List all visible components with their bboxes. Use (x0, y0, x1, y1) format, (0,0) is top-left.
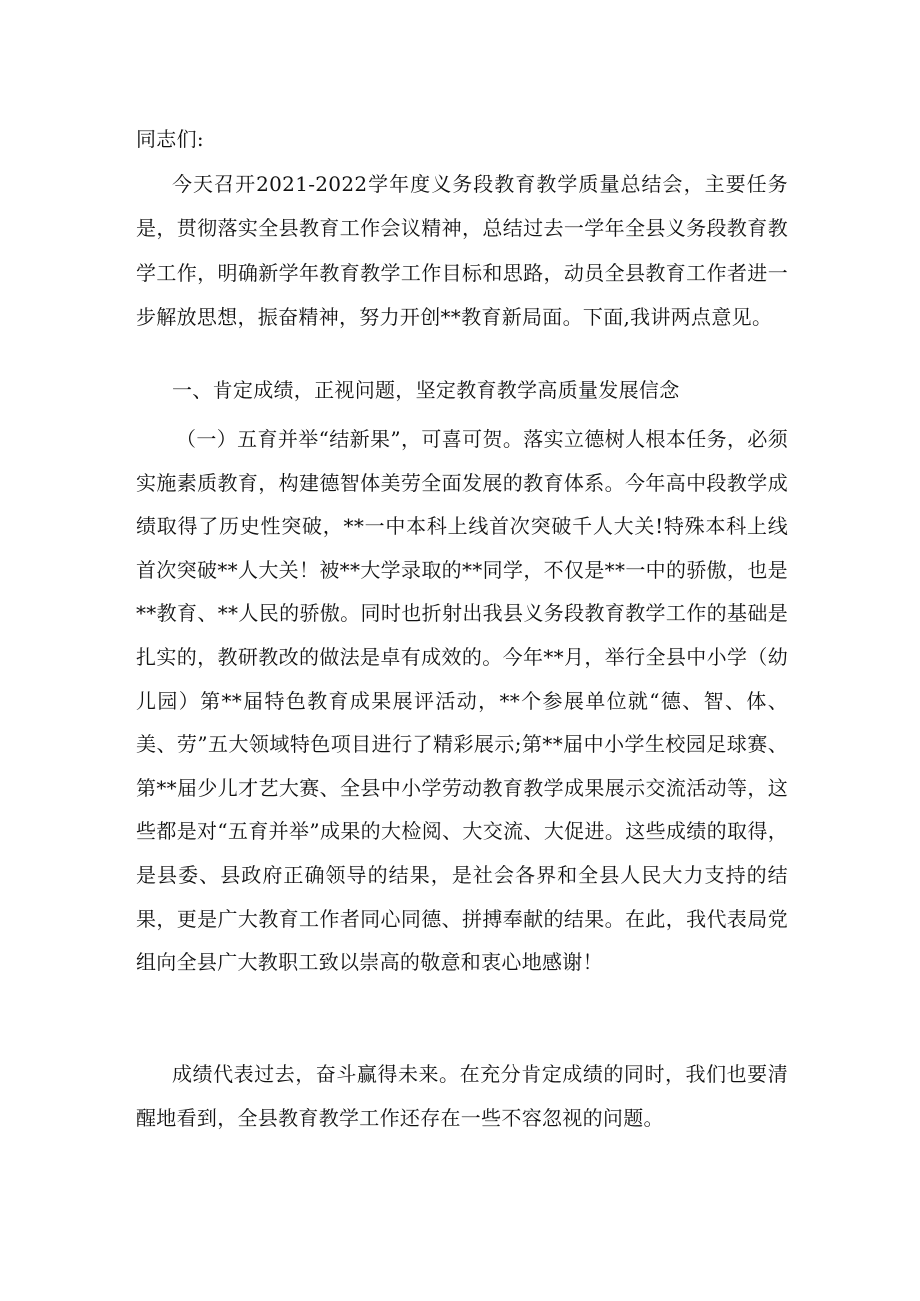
conclusion-paragraph: 成绩代表过去，奋斗赢得未来。在充分肯定成绩的同时，我们也要清醒地看到，全县教育教学工作还存在一些不容忽视的问题。 (136, 1062, 788, 1131)
section-heading-1: 一、肯定成绩，正视问题，坚定教育教学高质量发展信念 (172, 378, 680, 402)
intro-paragraph: 今天召开2021-2022学年度义务段教育教学质量总结会，主要任务是，贯彻落实全县教育工作会议精神，总结过去一学年全县义务段教育教学工作，明确新学年教育教学工作目标和思路，动员全县教育工作者进一步解放思想，振奋精神，努力开创**教育新局面。下面,我讲两点意见。 (136, 172, 788, 329)
greeting: 同志们: (136, 127, 204, 151)
section-1-paragraph: （一）五育并举“结新果”，可喜可贺。落实立德树人根本任务，必须实施素质教育，构建德智体美劳全面发展的教育体系。今年高中段教学成绩取得了历史性突破，**一中本科上线首次突破千人大关!特殊本科上线首次突破**人大关！被**大学录取的**同学，不仅是**一中的骄傲，也是**教育、**人民的骄傲。同时也折射出我县义务段教育教学工作的基础是扎实的，教研教改的做法是卓有成效的。今年**月，举行全县中小学（幼儿园）第**届特色教育成果展评活动，**个参展单位就“德、智、体、美、劳”五大领域特色项目进行了精彩展示;第**届中小学生校园足球赛、第**届少儿才艺大赛、全县中小学劳动教育教学成果展示交流活动等，这些都是对“五育并举”成果的大检阅、大交流、大促进。这些成绩的取得，是县委、县政府正确领导的结果，是社会各界和全县人民大力支持的结果，更是广大教育工作者同心同德、拼搏奉献的结果。在此，我代表局党组向全县广大教职工致以崇高的敬意和衷心地感谢！ (136, 427, 788, 975)
